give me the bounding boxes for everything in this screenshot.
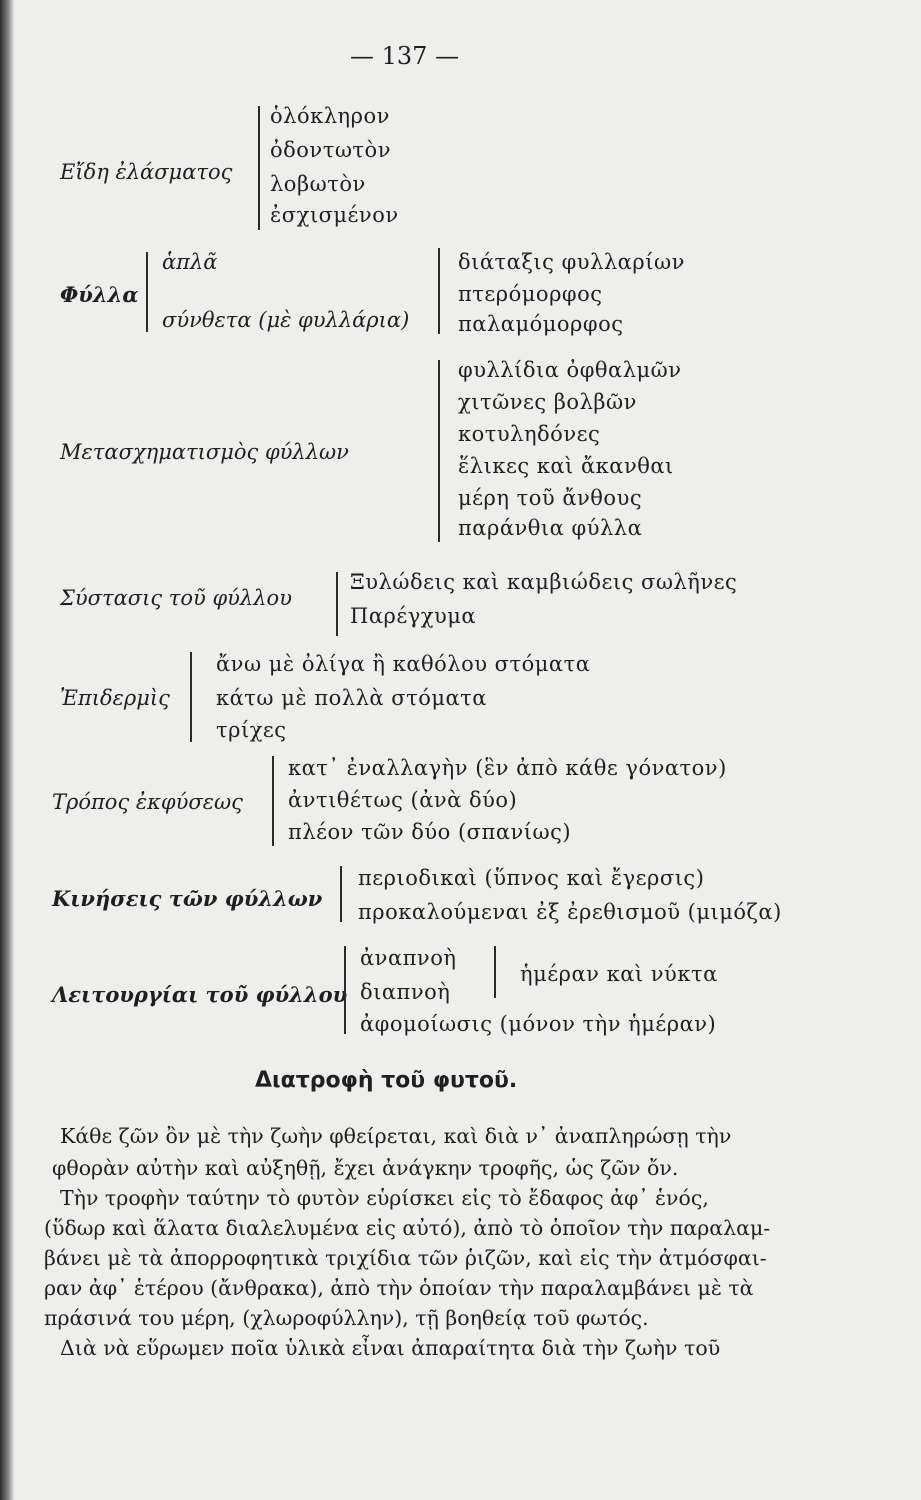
page-spine-shadow	[0, 0, 14, 1500]
leitourgiai-heading: Λειτουργίαι τοῦ φύλλου	[52, 982, 348, 1007]
metaschimatismos-item: παράνθια φύλλα	[458, 516, 643, 540]
leitourgiai-item: ἀναπνοὴ	[360, 946, 457, 970]
epidermis-item: τρίχες	[216, 718, 287, 742]
eidi-item: ὁλόκληρον	[270, 104, 390, 128]
kiniseis-brace	[340, 866, 342, 922]
page-number: — 137 —	[350, 42, 460, 70]
section-title: Διατροφὴ τοῦ φυτοῦ.	[255, 1068, 518, 1093]
eidi-item: λοβωτὸν	[270, 172, 366, 196]
tropos-heading: Τρόπος ἐκφύσεως	[52, 790, 243, 814]
eidi-item: ἐσχισμένον	[270, 203, 399, 227]
fylla-item: ἁπλᾶ	[162, 250, 218, 274]
tropos-item: πλέον τῶν δύο (σπανίως)	[288, 820, 572, 844]
fylla-sub-item: παλαμόμορφος	[458, 312, 624, 336]
paragraph-line: Κάθε ζῶν ὂν μὲ τὴν ζωὴν φθείρεται, καὶ διὰ ν᾽ ἀναπληρώσῃ τὴν	[60, 1124, 732, 1148]
kiniseis-item: προκαλούμεναι ἐξ ἐρεθισμοῦ (μιμόζα)	[358, 900, 782, 924]
paragraph-line: βάνει μὲ τὰ ἀπορροφητικὰ τριχίδια τῶν ῥιζῶν, καὶ εἰς τὴν ἀτμόσφαι-	[44, 1246, 767, 1270]
paragraph-line: πράσινά του μέρη, (χλωροφύλλην), τῇ βοηθείᾳ τοῦ φωτός.	[44, 1306, 649, 1330]
metaschimatismos-item: μέρη τοῦ ἄνθους	[458, 486, 643, 510]
paragraph-line: Τὴν τροφὴν ταύτην τὸ φυτὸν εὑρίσκει εἰς τὸ ἔδαφος ἀφ᾽ ἑνός,	[60, 1186, 709, 1210]
systasis-item: Ξυλώδεις καὶ καμβιώδεις σωλῆνες	[350, 570, 738, 594]
fylla-item: σύνθετα (μὲ φυλλάρια)	[162, 308, 410, 332]
kiniseis-heading: Κινήσεις τῶν φύλλων	[52, 886, 323, 911]
epidermis-heading: Ἐπιδερμὶς	[60, 686, 170, 710]
metaschimatismos-item: χιτῶνες βολβῶν	[458, 390, 637, 414]
epidermis-item: κάτω μὲ πολλὰ στόματα	[216, 686, 487, 710]
eidi-item: ὀδοντωτὸν	[270, 138, 391, 162]
systasis-heading: Σύστασις τοῦ φύλλου	[60, 586, 292, 610]
metaschimatismos-item: κοτυληδόνες	[458, 422, 601, 446]
metaschimatismos-item: ἕλικες καὶ ἄκανθαι	[458, 454, 674, 478]
tropos-brace	[272, 756, 274, 846]
paragraph-line: Διὰ νὰ εὕρωμεν ποῖα ὑλικὰ εἶναι ἀπαραίτητα διὰ τὴν ζωὴν τοῦ	[60, 1336, 721, 1360]
metaschimatismos-brace	[438, 360, 440, 542]
systasis-item: Παρέγχυμα	[350, 604, 477, 628]
eidi-heading: Εἴδη ἐλάσματος	[60, 160, 233, 184]
metaschimatismos-item: φυλλίδια ὀφθαλμῶν	[458, 358, 682, 382]
epidermis-item: ἄνω μὲ ὀλίγα ἢ καθόλου στόματα	[216, 652, 591, 676]
tropos-item: ἀντιθέτως (ἀνὰ δύο)	[288, 788, 518, 812]
leitourgiai-side-note: ἡμέραν καὶ νύκτα	[520, 962, 718, 986]
paragraph-line: ραν ἀφ᾽ ἑτέρου (ἄνθρακα), ἀπὸ τὴν ὁποίαν τὴν παραλαμβάνει μὲ τὰ	[44, 1276, 754, 1300]
fylla-sub-brace	[438, 248, 440, 334]
epidermis-brace	[190, 652, 192, 742]
fylla-sub-item: πτερόμορφος	[458, 282, 603, 306]
metaschimatismos-heading: Μετασχηματισμὸς φύλλων	[60, 440, 349, 464]
leitourgiai-item: ἀφομοίωσις (μόνον τὴν ἡμέραν)	[360, 1012, 717, 1036]
paragraph-line: (ὕδωρ καὶ ἅλατα διαλελυμένα εἰς αὐτό), ἀπὸ τὸ ὁποῖον τὴν παραλαμ-	[44, 1216, 771, 1240]
fylla-heading: Φύλλα	[60, 282, 139, 307]
fylla-brace	[146, 252, 148, 332]
leitourgiai-brace	[344, 946, 346, 1034]
kiniseis-item: περιοδικαὶ (ὕπνος καὶ ἔγερσις)	[358, 866, 705, 890]
fylla-sub-item: διάταξις φυλλαρίων	[458, 250, 685, 274]
systasis-brace	[336, 572, 338, 636]
leitourgiai-item: διαπνοὴ	[360, 980, 451, 1004]
tropos-item: κατ᾽ ἐναλλαγὴν (ἓν ἀπὸ κάθε γόνατον)	[288, 756, 727, 780]
paragraph-line: φθορὰν αὐτὴν καὶ αὐξηθῇ, ἔχει ἀνάγκην τροφῆς, ὡς ζῶν ὄν.	[52, 1156, 679, 1180]
eidi-brace	[258, 106, 260, 230]
leitourgiai-side-brace	[494, 946, 496, 998]
